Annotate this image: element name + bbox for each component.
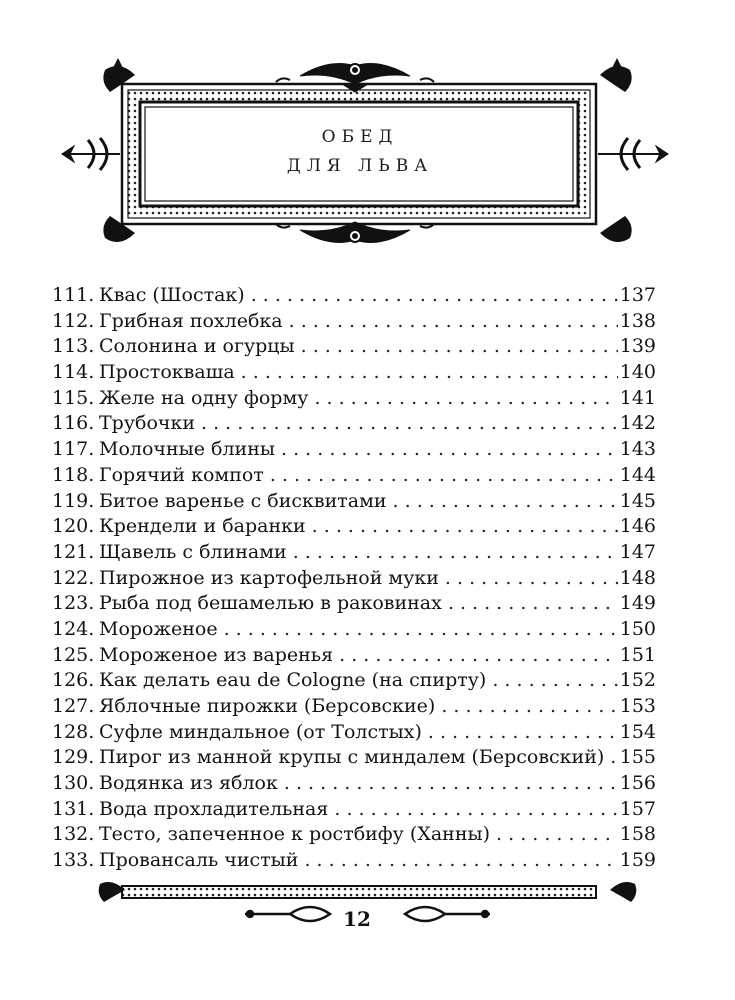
entry-number: 133. <box>52 849 95 872</box>
corner-palmette-bottom-left <box>103 216 135 242</box>
right-arrow-ornament <box>598 138 668 170</box>
entry-page: 155 <box>619 746 656 769</box>
entry-number: 120. <box>52 515 95 538</box>
corner-palmette-bottom-right <box>600 216 632 242</box>
entry-number: 118. <box>52 463 95 486</box>
table-of-contents <box>52 283 656 874</box>
entry-title: Квас (Шостак) <box>99 284 245 306</box>
toc-entry[interactable] <box>52 437 656 463</box>
toc-entry[interactable] <box>52 668 656 694</box>
entry-page: 145 <box>619 489 656 512</box>
entry-title: Как делать eau de Cologne (на спирту) <box>99 669 487 692</box>
entry-title: Тесто, запеченное к ростбифу (Ханны) <box>99 823 491 846</box>
dot-leader <box>224 617 618 643</box>
entry-page: 158 <box>619 823 656 846</box>
entry-title: Водянка из яблок <box>99 772 278 795</box>
entry-title: Простокваша <box>99 361 235 384</box>
entry-page: 137 <box>619 284 656 306</box>
dot-leader <box>301 334 618 360</box>
page-number: 12 <box>343 907 371 931</box>
entry-number: 117. <box>52 438 95 461</box>
entry-number: 126. <box>52 669 95 692</box>
left-arrow-ornament <box>62 138 120 170</box>
entry-page: 142 <box>619 412 656 435</box>
dot-leader <box>289 309 618 335</box>
entry-title: Горячий компот <box>99 463 264 486</box>
entry-number: 114. <box>52 361 95 384</box>
entry-page: 152 <box>619 669 656 692</box>
entry-page: 147 <box>619 540 656 563</box>
entry-number: 127. <box>52 695 95 717</box>
toc-entry[interactable] <box>52 309 656 335</box>
entry-page: 156 <box>619 772 656 795</box>
toc-entry[interactable] <box>52 360 656 386</box>
dot-leader <box>241 360 618 386</box>
entry-number: 123. <box>52 592 95 615</box>
entry-page: 148 <box>619 566 656 589</box>
entry-page: 149 <box>619 592 656 615</box>
entry-title: Рыба под бешамелью в раковинах <box>99 592 442 615</box>
entry-number: 115. <box>52 386 95 409</box>
entry-title: Мороженое <box>99 617 218 640</box>
toc-entry[interactable] <box>52 822 656 848</box>
dot-leader <box>610 745 617 771</box>
entry-number: 129. <box>52 746 95 769</box>
entry-number: 121. <box>52 540 95 563</box>
toc-entry[interactable] <box>52 566 656 592</box>
entry-page: 151 <box>619 643 656 666</box>
toc-entry[interactable] <box>52 797 656 823</box>
entry-title: Мороженое из варенья <box>99 643 334 666</box>
entry-number: 130. <box>52 772 95 795</box>
toc-entry[interactable] <box>52 411 656 437</box>
toc-entry[interactable] <box>52 463 656 489</box>
toc-entry[interactable] <box>52 283 656 309</box>
dot-leader <box>441 694 617 720</box>
entry-title: Грибная похлебка <box>99 309 283 332</box>
entry-number: 119. <box>52 489 95 512</box>
toc-entry[interactable] <box>52 643 656 669</box>
toc-entry[interactable] <box>52 848 656 874</box>
top-crest-ornament <box>276 64 434 92</box>
entry-title: Молочные блины <box>99 438 275 461</box>
toc-entry[interactable] <box>52 540 656 566</box>
entry-page: 141 <box>619 386 656 409</box>
entry-number: 128. <box>52 720 95 743</box>
entry-title: Пирог из манной крупы с миндалем (Берсовский) <box>99 746 605 769</box>
entry-page: 139 <box>619 335 656 358</box>
entry-page: 143 <box>619 438 656 461</box>
header-ornament <box>0 0 735 270</box>
entry-number: 124. <box>52 617 95 640</box>
toc-entry[interactable] <box>52 514 656 540</box>
dot-leader <box>314 386 617 412</box>
entry-number: 122. <box>52 566 95 589</box>
entry-page: 150 <box>619 617 656 640</box>
entry-title: Битое варенье с бисквитами <box>99 489 387 512</box>
corner-palmette-top-left <box>103 58 135 92</box>
entry-number: 131. <box>52 797 95 820</box>
entry-number: 112. <box>52 309 95 332</box>
entry-title: Щавель с блинами <box>99 540 287 563</box>
dot-leader <box>445 566 618 592</box>
footer-border <box>0 880 735 1000</box>
entry-title: Желе на одну форму <box>99 386 309 409</box>
dot-leader <box>284 771 618 797</box>
entry-title: Трубочки <box>99 412 195 435</box>
dot-leader <box>339 643 618 669</box>
dot-leader <box>201 411 618 437</box>
entry-page: 153 <box>619 695 656 717</box>
dot-leader <box>496 822 618 848</box>
entry-number: 125. <box>52 643 95 666</box>
toc-entry[interactable] <box>52 771 656 797</box>
entry-page: 154 <box>619 720 656 743</box>
dot-leader <box>304 848 617 874</box>
dot-leader <box>293 540 618 566</box>
dot-leader <box>270 463 618 489</box>
entry-page: 138 <box>619 309 656 332</box>
entry-page: 140 <box>619 361 656 384</box>
dot-leader <box>251 283 618 309</box>
toc-entry[interactable] <box>52 386 656 412</box>
corner-palmette-top-right <box>600 58 632 92</box>
dot-leader <box>428 720 618 746</box>
footer-ornament <box>0 880 735 1000</box>
dot-leader <box>448 591 618 617</box>
toc-entry[interactable] <box>52 591 656 617</box>
entry-number: 111. <box>52 284 95 306</box>
dot-leader <box>393 489 618 515</box>
entry-number: 116. <box>52 412 95 435</box>
entry-title: Суфле миндальное (от Толстых) <box>99 720 422 743</box>
entry-page: 146 <box>619 515 656 538</box>
entry-title: Солонина и огурцы <box>99 335 295 358</box>
entry-title: Вода прохладительная <box>99 797 329 820</box>
entry-title: Пирожное из картофельной муки <box>99 566 439 589</box>
toc-entry[interactable] <box>52 334 656 360</box>
entry-title: Яблочные пирожки (Берсовские) <box>99 695 436 717</box>
footer-palmette-right <box>610 882 636 902</box>
toc-entry[interactable] <box>52 745 656 771</box>
entry-title: Провансаль чистый <box>99 849 299 872</box>
dot-leader <box>492 668 617 694</box>
entry-page: 159 <box>619 849 656 872</box>
chapter-title-line-1: ОБЕД <box>321 127 399 147</box>
toc-entry[interactable] <box>52 617 656 643</box>
entry-number: 132. <box>52 823 95 846</box>
dot-leader <box>334 797 617 823</box>
toc-entry[interactable] <box>52 720 656 746</box>
entry-title: Крендели и баранки <box>99 515 306 538</box>
dot-leader <box>281 437 618 463</box>
entry-page: 157 <box>619 797 656 820</box>
chapter-title-line-2: ДЛЯ ЛЬВА <box>286 156 434 176</box>
entry-number: 113. <box>52 335 95 358</box>
entry-page: 144 <box>619 463 656 486</box>
dot-leader <box>312 514 618 540</box>
toc-entry[interactable] <box>52 694 656 720</box>
toc-entry[interactable] <box>52 489 656 515</box>
